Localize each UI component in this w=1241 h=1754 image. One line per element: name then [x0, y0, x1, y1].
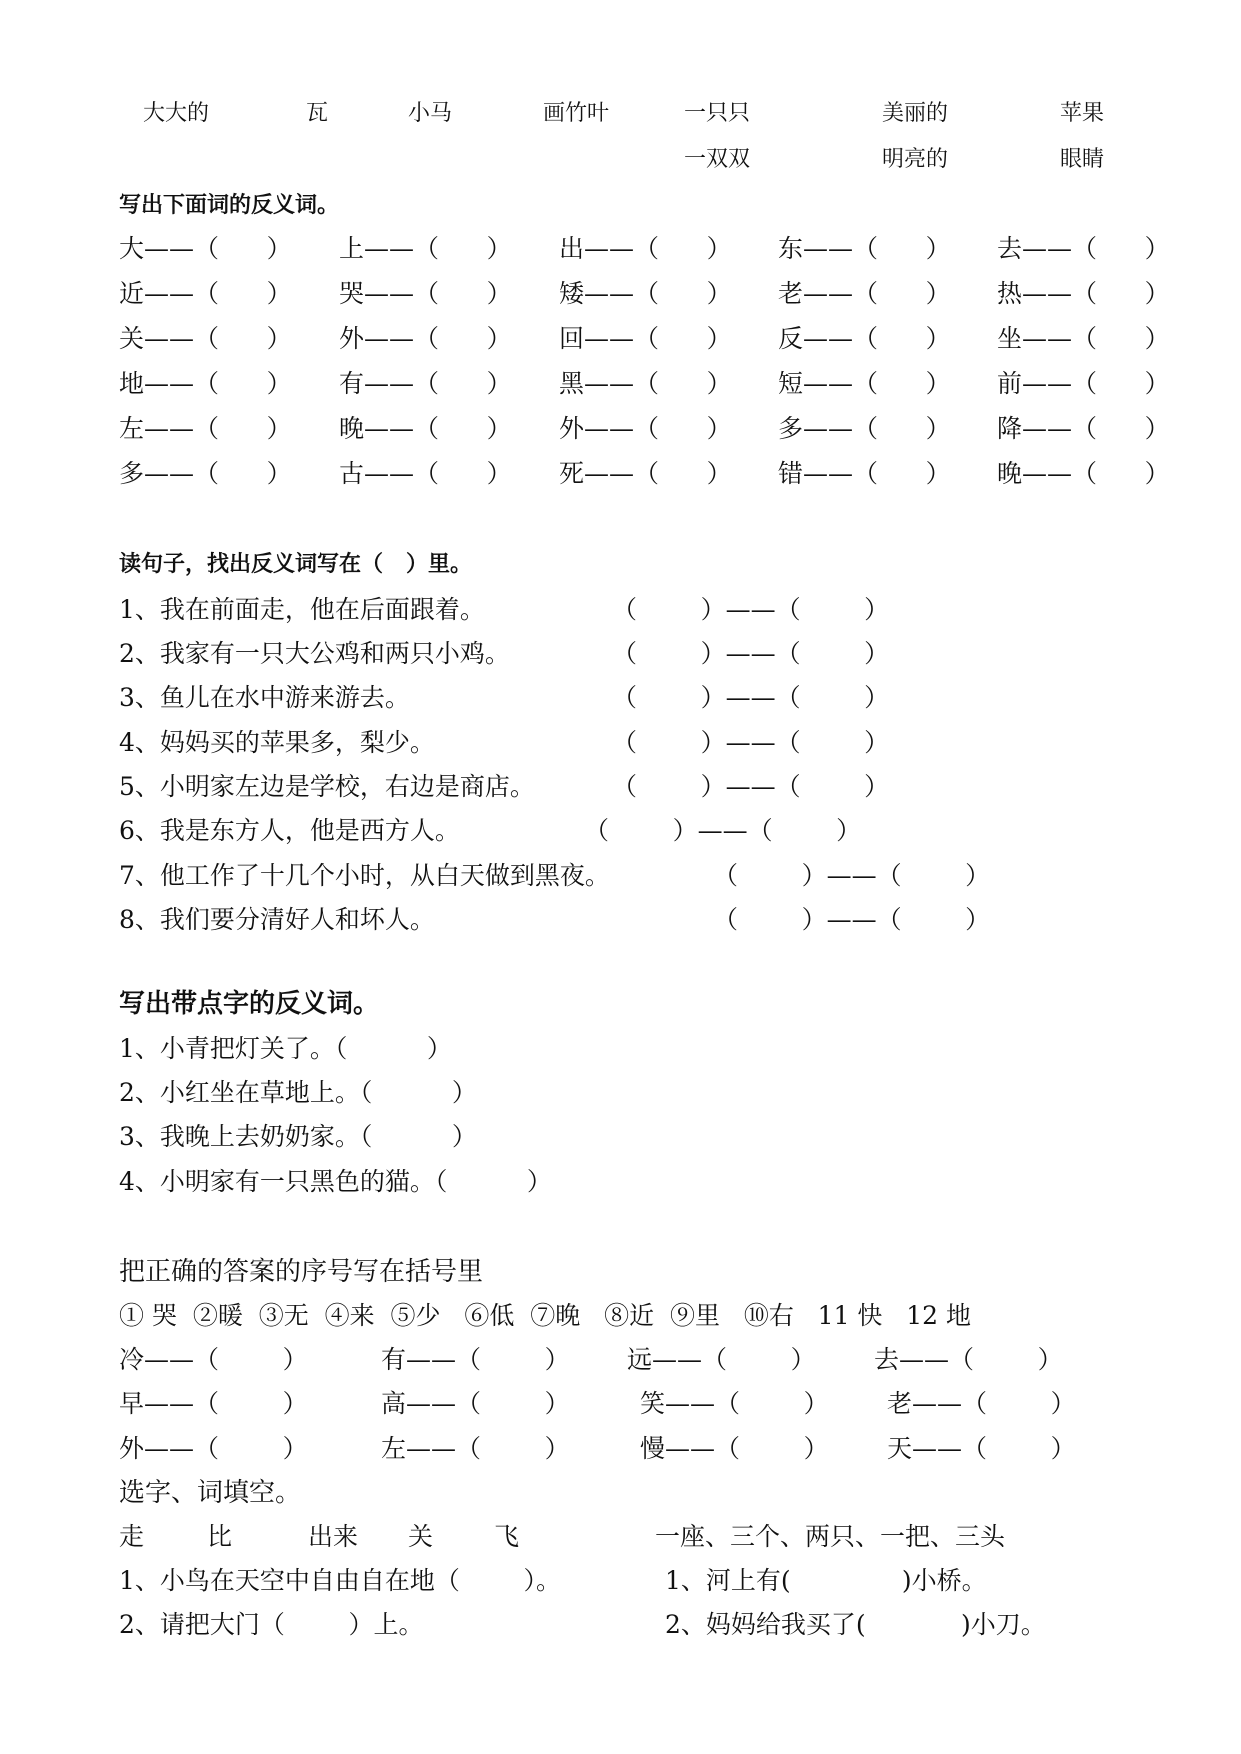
choose-item[interactable]: 有——（ ）: [381, 1345, 570, 1374]
antonym-item[interactable]: 哭——（ ）: [339, 279, 512, 308]
antonym-item[interactable]: 东——（ ）: [778, 234, 951, 263]
antonym-item[interactable]: 短——（ ）: [778, 369, 951, 398]
choose-item[interactable]: 天——（ ）: [887, 1434, 1076, 1463]
answer-blank[interactable]: （ ）——（ ）: [612, 728, 890, 757]
sentence-text: 7、他工作了十几个小时，从白天做到黑夜。: [119, 861, 610, 890]
top-word: 苹果: [1060, 101, 1105, 126]
sentence-text: 8、我们要分清好人和坏人。: [119, 905, 435, 934]
antonym-item[interactable]: 矮——（ ）: [559, 279, 732, 308]
antonym-item[interactable]: 晚——（ ）: [997, 459, 1170, 488]
antonym-item[interactable]: 老——（ ）: [778, 279, 951, 308]
sentence-text: 5、小明家左边是学校，右边是商店。: [119, 772, 535, 801]
answer-blank[interactable]: （ ）——（ ）: [612, 683, 890, 712]
sentence-text: 3、鱼儿在水中游来游去。: [119, 683, 410, 712]
antonym-item[interactable]: 大——（ ）: [119, 234, 292, 263]
word-choice: 飞: [494, 1522, 520, 1551]
choose-item[interactable]: 老——（ ）: [887, 1389, 1076, 1418]
antonym-item[interactable]: 外——（ ）: [339, 324, 512, 353]
antonym-item[interactable]: 关——（ ）: [119, 324, 292, 353]
section-title: 选字、词填空。: [119, 1478, 302, 1508]
antonym-item[interactable]: 上——（ ）: [339, 234, 512, 263]
answer-blank[interactable]: （ ）——（ ）: [584, 816, 862, 845]
choose-item[interactable]: 早——（ ）: [119, 1389, 308, 1418]
antonym-item[interactable]: 有——（ ）: [339, 369, 512, 398]
antonym-item[interactable]: 错——（ ）: [778, 459, 951, 488]
fill-item[interactable]: 2、请把大门（ ）上。: [119, 1610, 424, 1639]
choose-item[interactable]: 去——（ ）: [874, 1345, 1063, 1374]
section-title: 把正确的答案的序号写在括号里: [119, 1257, 484, 1287]
choose-item[interactable]: 外——（ ）: [119, 1434, 308, 1463]
answer-blank[interactable]: （ ）——（ ）: [612, 595, 890, 624]
top-word: 小马: [408, 101, 453, 126]
antonym-item[interactable]: 黑——（ ）: [559, 369, 732, 398]
answer-blank[interactable]: （ ）——（ ）: [713, 905, 991, 934]
top-word: 瓦: [306, 101, 329, 126]
antonym-item[interactable]: 近——（ ）: [119, 279, 292, 308]
antonym-item[interactable]: 外——（ ）: [559, 414, 732, 443]
antonym-item[interactable]: 出——（ ）: [559, 234, 732, 263]
top-word: 一只只: [684, 101, 751, 126]
choose-item[interactable]: 冷——（ ）: [119, 1345, 308, 1374]
antonym-item[interactable]: 地——（ ）: [119, 369, 292, 398]
dotted-item[interactable]: 2、小红坐在草地上。（ ）: [119, 1078, 477, 1107]
dotted-item[interactable]: 3、我晚上去奶奶家。（ ）: [119, 1122, 477, 1151]
choose-item[interactable]: 慢——（ ）: [640, 1434, 829, 1463]
fill-item[interactable]: 2、妈妈给我买了( )小刀。: [665, 1610, 1046, 1639]
word-choice: 走: [119, 1522, 145, 1551]
answer-blank[interactable]: （ ）——（ ）: [612, 772, 890, 801]
antonym-item[interactable]: 多——（ ）: [778, 414, 951, 443]
antonym-item[interactable]: 去——（ ）: [997, 234, 1170, 263]
top-word: 一双双: [684, 147, 751, 172]
antonym-item[interactable]: 坐——（ ）: [997, 324, 1170, 353]
top-word: 眼睛: [1060, 147, 1105, 172]
antonym-item[interactable]: 反——（ ）: [778, 324, 951, 353]
section-title: 写出下面词的反义词。: [119, 193, 340, 218]
antonym-item[interactable]: 左——（ ）: [119, 414, 292, 443]
measure-word-list: 一座、三个、两只、一把、三头: [655, 1522, 1006, 1551]
answer-blank[interactable]: （ ）——（ ）: [612, 639, 890, 668]
choose-item[interactable]: 左——（ ）: [381, 1434, 570, 1463]
fill-item[interactable]: 1、小鸟在天空中自由自在地（ ）。: [119, 1566, 561, 1595]
antonym-item[interactable]: 回——（ ）: [559, 324, 732, 353]
choose-item[interactable]: 笑——（ ）: [640, 1389, 829, 1418]
fill-item[interactable]: 1、河上有( )小桥。: [665, 1566, 987, 1595]
sentence-text: 1、我在前面走，他在后面跟着。: [119, 595, 485, 624]
top-word: 明亮的: [882, 147, 949, 172]
top-word: 画竹叶: [543, 101, 610, 126]
antonym-item[interactable]: 死——（ ）: [559, 459, 732, 488]
antonym-item[interactable]: 多——（ ）: [119, 459, 292, 488]
sentence-text: 6、我是东方人，他是西方人。: [119, 816, 460, 845]
top-word: 大大的: [143, 101, 210, 126]
antonym-item[interactable]: 降——（ ）: [997, 414, 1170, 443]
section-title: 写出带点字的反义词。: [119, 989, 380, 1019]
answer-blank[interactable]: （ ）——（ ）: [713, 861, 991, 890]
option-list: ① 哭 ②暖 ③无 ④来 ⑤少 ⑥低 ⑦晚 ⑧近 ⑨里 ⑩右 11 快 12 地: [119, 1301, 972, 1330]
sentence-text: 2、我家有一只大公鸡和两只小鸡。: [119, 639, 510, 668]
antonym-item[interactable]: 晚——（ ）: [339, 414, 512, 443]
word-choice: 出来: [308, 1522, 359, 1551]
sentence-text: 4、妈妈买的苹果多，梨少。: [119, 728, 435, 757]
choose-item[interactable]: 高——（ ）: [381, 1389, 570, 1418]
word-choice: 关: [408, 1522, 434, 1551]
section-title: 读句子，找出反义词写在（ ）里。: [119, 552, 472, 577]
word-choice: 比: [207, 1522, 233, 1551]
dotted-item[interactable]: 1、小青把灯关了。（ ）: [119, 1034, 452, 1063]
antonym-item[interactable]: 古——（ ）: [339, 459, 512, 488]
dotted-item[interactable]: 4、小明家有一只黑色的猫。（ ）: [119, 1167, 552, 1196]
antonym-item[interactable]: 前——（ ）: [997, 369, 1170, 398]
choose-item[interactable]: 远——（ ）: [627, 1345, 816, 1374]
antonym-item[interactable]: 热——（ ）: [997, 279, 1170, 308]
top-word: 美丽的: [882, 101, 949, 126]
